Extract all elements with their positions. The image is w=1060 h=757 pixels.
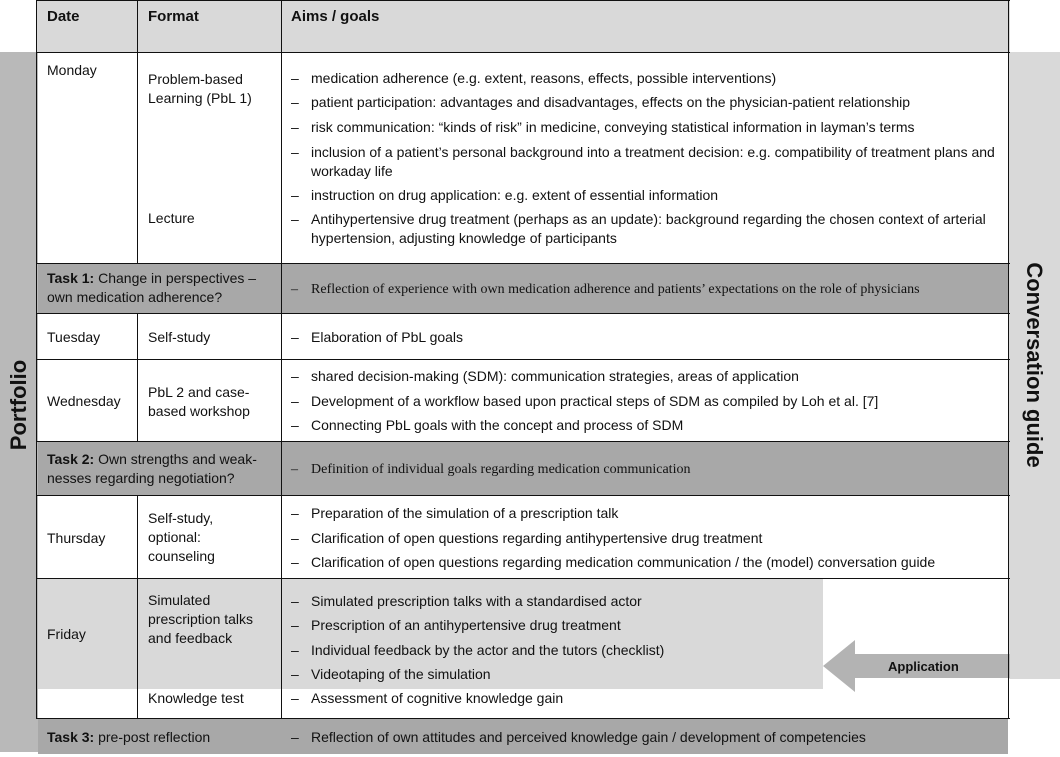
wednesday-date: Wednesday (47, 393, 121, 409)
wednesday-aim-3 (291, 416, 1001, 435)
dash: – (291, 530, 299, 546)
dash: – (291, 666, 299, 682)
dash: – (291, 211, 299, 227)
task1-label-rest: Change in perspectives – own medication adherence? (47, 270, 257, 305)
task1-aim (291, 280, 1006, 299)
aim-text: Preparation of the simulation of a prescription talk (311, 505, 619, 521)
friday-format-test: Knowledge test (148, 690, 244, 706)
aim-text: Clarification of open questions regarding antihypertensive drug treatment (311, 530, 763, 546)
grid-line (36, 441, 1010, 442)
task3-label (47, 728, 210, 747)
aim-text: Reflection of experience with own medication adherence and patients’ expectations on the role of physicians (311, 282, 920, 297)
grid-line (36, 313, 1010, 314)
conversation-guide-label: Conversation guide (1022, 262, 1047, 468)
aim-text: Individual feedback by the actor and the tutors (checklist) (311, 642, 665, 658)
grid-line (36, 718, 1010, 719)
dash: – (291, 593, 299, 609)
monday-date: Monday (47, 62, 97, 78)
thursday-aim-3 (291, 553, 1006, 572)
grid-line (36, 263, 1010, 264)
task3-aim (291, 728, 1006, 747)
grid-line (36, 578, 1010, 579)
header-format: Format (148, 8, 199, 25)
application-label: Application (888, 659, 959, 674)
dash: – (291, 462, 298, 477)
grid-line (1008, 0, 1009, 718)
friday-aim-1 (291, 592, 821, 611)
monday-aim-5 (291, 186, 1001, 205)
monday-aim-6 (291, 210, 1001, 248)
aim-text: Clarification of open questions regarding medication communication / the (model) conversation guide (311, 554, 936, 570)
aim-text: Connecting PbL goals with the concept and process of SDM (311, 417, 684, 433)
aim-text: Prescription of an antihypertensive drug treatment (311, 617, 621, 633)
aim-text: Simulated prescription talks with a standardised actor (311, 593, 642, 609)
dash: – (291, 554, 299, 570)
tuesday-aim-1 (291, 328, 1001, 347)
grid-line (137, 0, 138, 52)
wednesday-aim-2 (291, 392, 1001, 411)
monday-format-lecture: Lecture (148, 210, 195, 226)
dash: – (291, 70, 299, 86)
dash: – (291, 282, 298, 297)
monday-aim-3 (291, 118, 1001, 137)
header-date: Date (47, 8, 80, 25)
grid-line (36, 52, 1010, 53)
task2-label (47, 450, 272, 488)
aim-text: shared decision-making (SDM): communication strategies, areas of application (311, 368, 799, 384)
wednesday-format: PbL 2 and case-based workshop (148, 384, 250, 419)
tuesday-date: Tuesday (47, 329, 101, 345)
aim-text: Reflection of own attitudes and perceived knowledge gain / development of competencies (311, 729, 866, 745)
aim-text: Videotaping of the simulation (311, 666, 491, 682)
header-aims: Aims / goals (291, 8, 380, 25)
grid-line (36, 0, 1010, 1)
dash: – (291, 144, 299, 160)
friday-format-sim: Simulated prescription talks and feedback (148, 592, 254, 646)
aim-text: risk communication: “kinds of risk” in medicine, conveying statistical information in layman’s terms (311, 119, 915, 135)
dash: – (291, 329, 299, 345)
portfolio-label: Portfolio (6, 359, 31, 451)
dash: – (291, 505, 299, 521)
wednesday-aim-1 (291, 367, 1001, 386)
grid-line (137, 313, 138, 441)
aim-text: Definition of individual goals regarding medication communication (311, 462, 691, 477)
task3-label-rest: pre-post reflection (94, 729, 211, 745)
thursday-aim-2 (291, 529, 1006, 548)
aim-text: patient participation: advantages and disadvantages, effects on the physician-patient relationship (311, 94, 911, 110)
dash: – (291, 119, 299, 135)
task3-label-bold: Task 3: (47, 729, 95, 745)
dash: – (291, 368, 299, 384)
dash: – (291, 690, 299, 706)
thursday-date: Thursday (47, 530, 106, 546)
dash: – (291, 187, 299, 203)
grid-line (36, 495, 1010, 496)
grid-line (36, 359, 1010, 360)
friday-aim-5 (291, 689, 821, 708)
aim-text: Assessment of cognitive knowledge gain (311, 690, 564, 706)
task1-label (47, 269, 272, 307)
friday-aim-2 (291, 616, 821, 635)
monday-format-pbl: Problem-based Learning (PbL 1) (148, 71, 252, 106)
thursday-format: Self-study, optional: counseling (148, 510, 215, 564)
task2-label-rest: Own strengths and weak-nesses regarding negotiation? (47, 451, 257, 486)
aim-text: inclusion of a patient’s personal background into a treatment decision: e.g. compatibility of treatment plans and workaday life (311, 144, 995, 179)
aim-text: Antihypertensive drug treatment (perhaps as an update): background regarding the chosen context of arterial hypertension, adjusting knowledge of participants (311, 211, 986, 246)
grid-line (36, 0, 37, 718)
friday-aim-3 (291, 641, 821, 660)
friday-date: Friday (47, 626, 86, 642)
grid-line (137, 495, 138, 718)
dash: – (291, 729, 299, 745)
dash: – (291, 417, 299, 433)
tuesday-format: Self-study (148, 329, 211, 345)
aim-text: Elaboration of PbL goals (311, 329, 464, 345)
thursday-aim-1 (291, 504, 1006, 523)
monday-aim-4 (291, 143, 1001, 181)
grid-line (281, 0, 282, 718)
aim-text: medication adherence (e.g. extent, reasons, effects, possible interventions) (311, 70, 777, 86)
dash: – (291, 94, 299, 110)
monday-aim-1 (291, 69, 1001, 88)
aim-text: instruction on drug application: e.g. extent of essential information (311, 187, 719, 203)
aim-text: Development of a workflow based upon practical steps of SDM as compiled by Loh et al. [7] (311, 393, 879, 409)
dash: – (291, 393, 299, 409)
task2-label-bold: Task 2: (47, 451, 95, 467)
task1-label-bold: Task 1: (47, 270, 95, 286)
task2-aim (291, 460, 1006, 479)
grid-line (137, 52, 138, 263)
monday-aim-2 (291, 93, 1001, 112)
dash: – (291, 617, 299, 633)
friday-aim-4 (291, 665, 821, 684)
dash: – (291, 642, 299, 658)
